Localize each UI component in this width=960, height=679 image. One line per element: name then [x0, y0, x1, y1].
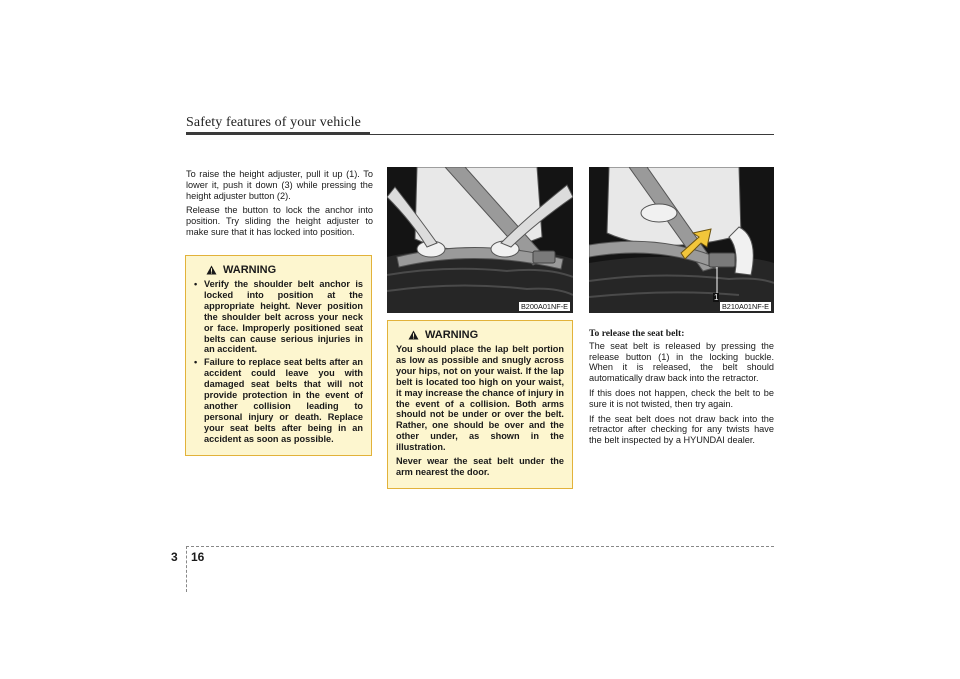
paragraph: You should place the lap belt portion as low as possible and snugly across your hips, not on your waist. If the lap belt is located too high on your waist, it may increase the chance of injury in the event of a collision. Both arms should not be under or over the belt. Rather, one should be over and the other under, as shown in the illustration. [396, 344, 564, 453]
header-rule [370, 134, 774, 135]
illustration-code: B200A01NF-E [520, 302, 568, 311]
warning-list-item: • Verify the shoulder belt anchor is locked into position at the appropriate height. Never position the shoulder belt across your neck or face. Improperly positioned seat belts can cause serious injuries in an accident. [194, 279, 363, 355]
footer-rule [186, 546, 774, 547]
belt-release-illustration [589, 167, 774, 313]
warning-triangle-icon [408, 330, 419, 340]
warning-box-shoulder-belt [185, 255, 372, 456]
warning-list [194, 279, 363, 445]
warning-header [194, 264, 363, 276]
chapter-number: 3 [171, 550, 178, 564]
warning-title: WARNING [425, 329, 479, 341]
release-belt-text [589, 329, 774, 450]
paragraph: Never wear the seat belt under the arm nearest the door. [396, 456, 564, 477]
belt-release-drawing [589, 167, 774, 313]
paragraph: If the seat belt does not draw back into the retractor after checking for any twists have the belt inspected by a HYUNDAI dealer. [589, 413, 774, 446]
page-number: 16 [191, 550, 205, 564]
section-title-underline [186, 132, 370, 135]
lap-belt-illustration [387, 167, 573, 313]
warning-title: WARNING [223, 264, 277, 276]
warning-list-item: • Failure to replace seat belts after an accident could leave you with damaged seat belts that will not provide protection in the event of another collision leading to personal injury or death. Replace your seat belts after being in an accident as soon as possible. [194, 357, 363, 444]
paragraph: The seat belt is released by pressing the release button (1) in the locking buckle. When it is released, the belt should automatically draw back into the retractor. [589, 340, 774, 384]
warning-text [396, 344, 564, 478]
lap-belt-drawing [387, 167, 573, 313]
warning-header [396, 329, 564, 341]
section-title: Safety features of your vehicle [186, 115, 361, 130]
paragraph: To raise the height adjuster, pull it up (1). To lower it, push it down (3) while pressing the height adjuster button (2). [186, 169, 373, 201]
height-adjuster-text [186, 169, 373, 242]
warning-box-lap-belt [387, 320, 573, 489]
paragraph: Release the button to lock the anchor into position. Try sliding the height adjuster to make sure that it has locked into position. [186, 205, 373, 237]
paragraph: If this does not happen, check the belt to be sure it is not twisted, then try again. [589, 387, 774, 409]
callout-label: 1 [714, 293, 719, 302]
warning-triangle-icon [206, 265, 217, 275]
illustration-code: B210A01NF-E [721, 302, 769, 311]
sub-heading: To release the seat belt: [589, 328, 685, 339]
footer-divider [186, 546, 187, 592]
